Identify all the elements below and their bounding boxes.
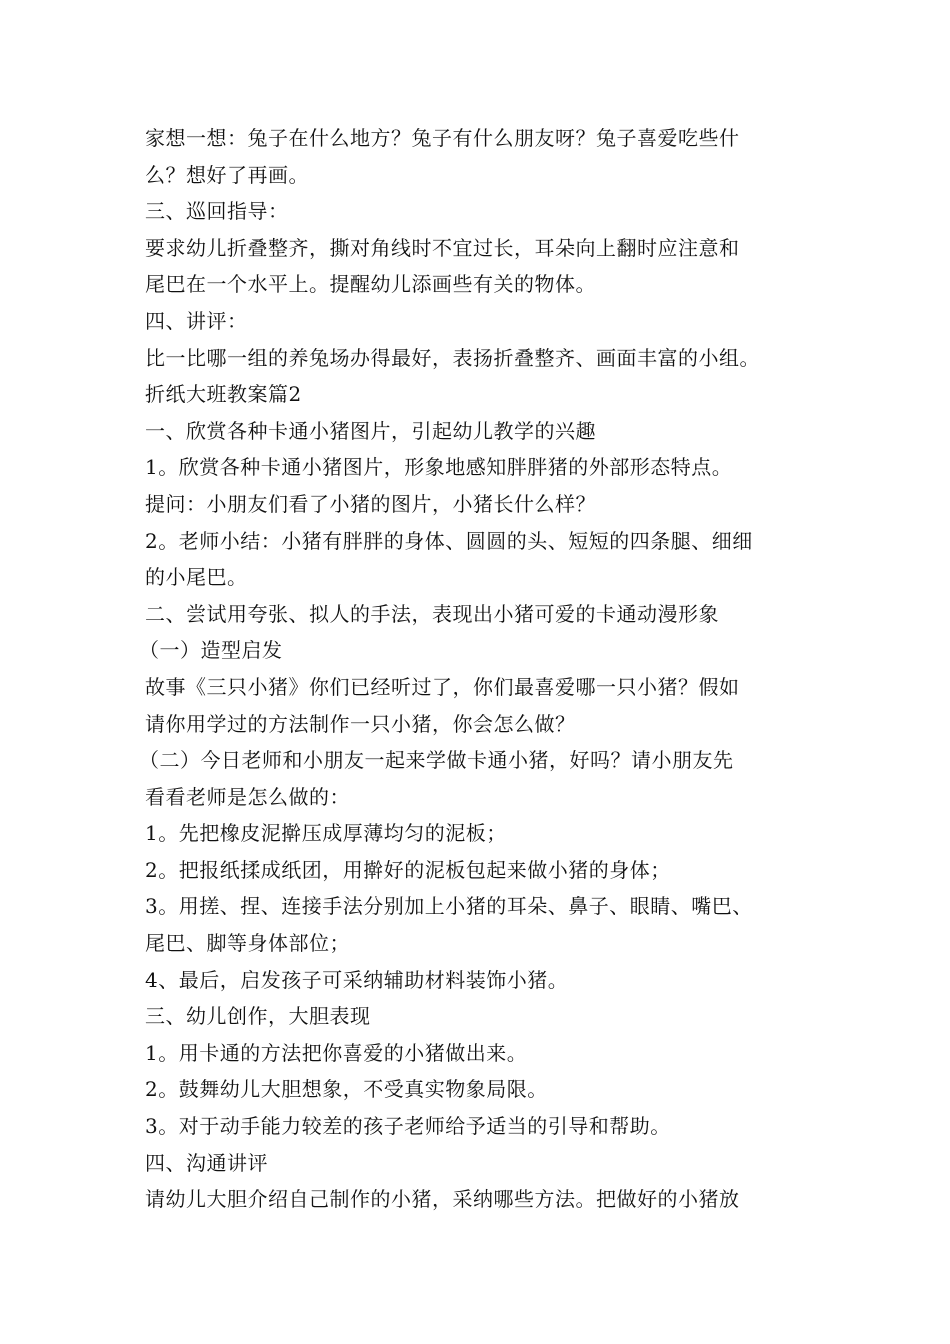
text-line: 故事《三只小猪》你们已经听过了，你们最喜爱哪一只小猪？假如 <box>145 674 740 699</box>
section-heading: 三、幼儿创作，大胆表现 <box>145 1004 371 1029</box>
text-line: 的小尾巴。 <box>145 565 248 590</box>
text-line: 1。先把橡皮泥擀压成厚薄均匀的泥板； <box>145 821 507 846</box>
subsection-heading: （一）造型启发 <box>139 638 283 663</box>
text-line: 尾巴在一个水平上。提醒幼儿添画些有关的物体。 <box>145 272 596 297</box>
section-heading: 二、尝试用夸张、拟人的手法，表现出小猪可爱的卡通动漫形象 <box>145 601 719 626</box>
article-title: 折纸大班教案篇2 <box>145 382 302 407</box>
text-line: 2。鼓舞幼儿大胆想象，不受真实物象局限。 <box>145 1077 548 1102</box>
text-line: 比一比哪一组的养兔场办得最好，表扬折叠整齐、画面丰富的小组。 <box>145 345 760 370</box>
text-line: 提问：小朋友们看了小猪的图片，小猪长什么样？ <box>145 491 596 516</box>
subsection-heading: （二）今日老师和小朋友一起来学做卡通小猪，好吗？请小朋友先 <box>139 748 734 773</box>
text-line: 么？想好了再画。 <box>145 162 309 187</box>
text-line: 家想一想：兔子在什么地方？兔子有什么朋友呀？兔子喜爱吃些什 <box>145 126 740 150</box>
text-line: 看看老师是怎么做的： <box>145 784 350 809</box>
text-line: 3。用搓、捏、连接手法分别加上小猪的耳朵、鼻子、眼睛、嘴巴、 <box>145 894 753 919</box>
text-line: 2。老师小结：小猪有胖胖的身体、圆圆的头、短短的四条腿、细细 <box>145 528 753 553</box>
section-heading: 四、沟通讲评 <box>145 1150 268 1175</box>
section-heading: 三、巡回指导： <box>145 199 289 224</box>
text-line: 请你用学过的方法制作一只小猪，你会怎么做？ <box>145 711 576 736</box>
text-line: 1。欣赏各种卡通小猪图片，形象地感知胖胖猪的外部形态特点。 <box>145 455 733 480</box>
text-line: 3。对于动手能力较差的孩子老师给予适当的引导和帮助。 <box>145 1114 671 1139</box>
text-line: 1。用卡通的方法把你喜爱的小猪做出来。 <box>145 1040 528 1065</box>
text-line: 4、最后，启发孩子可采纳辅助材料装饰小猪。 <box>145 967 569 992</box>
text-line: 要求幼儿折叠整齐，撕对角线时不宜过长，耳朵向上翻时应注意和 <box>145 235 740 260</box>
section-heading: 一、欣赏各种卡通小猪图片，引起幼儿教学的兴趣 <box>145 418 596 443</box>
text-line: 尾巴、脚等身体部位； <box>145 931 350 956</box>
section-heading: 四、讲评： <box>145 308 248 333</box>
document-body <box>139 120 810 1218</box>
text-line: 2。把报纸揉成纸团，用擀好的泥板包起来做小猪的身体； <box>145 857 671 882</box>
text-line: 请幼儿大胆介绍自己制作的小猪，采纳哪些方法。把做好的小猪放 <box>145 1187 740 1212</box>
